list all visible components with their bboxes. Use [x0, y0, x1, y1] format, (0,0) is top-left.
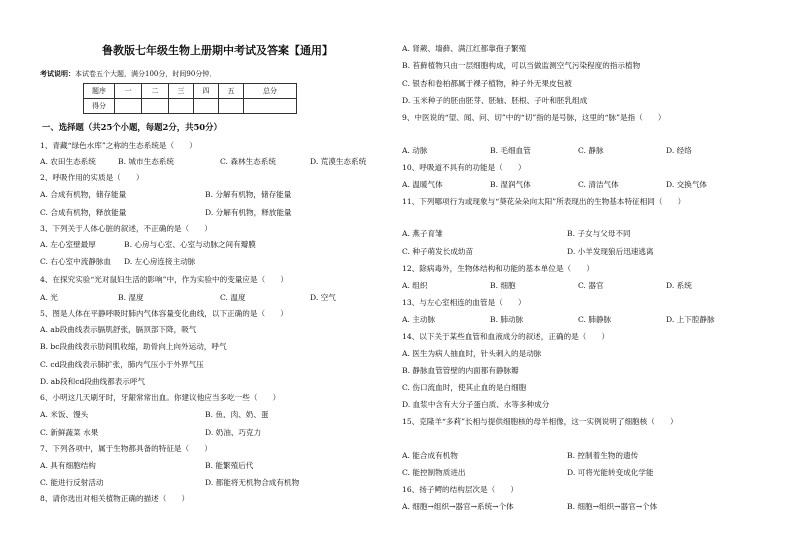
option-text: B. 鱼、肉、奶、蛋	[205, 410, 269, 419]
option-text: B. 子女与父母不同	[567, 229, 631, 238]
option-text: D. 交换气体	[666, 180, 708, 189]
option-text: B. 毛细血管	[490, 146, 531, 155]
option-text: A. 燕子育雏	[402, 229, 443, 238]
line-text: D. 玉米种子的胚由胚芽、胚轴、胚根、子叶和胚乳组成	[402, 96, 588, 105]
option-text: B. 湿润气体	[490, 180, 531, 189]
line-text: 10、呼吸道不具有的功能是（ ）	[402, 163, 526, 172]
question-line	[402, 349, 541, 359]
notice-label: 考试说明：	[40, 69, 75, 78]
option-text: A. 温暖气体	[402, 180, 443, 189]
line-text: B. bc段曲线表示肋间肌收缩，助骨向上向外运动，呼气	[40, 342, 227, 351]
score-table	[83, 83, 297, 114]
question-line	[40, 257, 196, 267]
option-text: C. 静脉	[578, 146, 604, 155]
score-cell[interactable]	[244, 99, 297, 114]
option-text: A. 合成有机物，储存能量	[40, 190, 127, 199]
option-text: A. 细胞→组织→器官→系统→个体	[402, 502, 514, 511]
option-text: D. 分解有机物，释放能量	[205, 208, 292, 217]
line-text: 16、扬子鳄的结构层次是（ ）	[402, 485, 518, 494]
option-text: D. 系统	[666, 281, 692, 290]
question-line	[40, 325, 196, 335]
option-text: C. 温度	[220, 293, 246, 302]
option-text: D. 空气	[310, 293, 336, 302]
question-line	[402, 298, 526, 308]
option-text: D. 小羊发现狼后迅速逃离	[567, 247, 654, 256]
score-cell[interactable]	[115, 99, 142, 114]
line-text: 7、下列各项中，属于生物都具备的特征是（ ）	[40, 444, 212, 453]
option-text: D. 都能将无机物合成有机物	[205, 478, 300, 487]
option-text: C. 清洁气体	[578, 180, 619, 189]
line-text: C. 右心室中流静脉血	[40, 257, 112, 266]
line-text: A. 肾蕨、墙藓、满江红都靠孢子繁殖	[402, 44, 527, 53]
question-line	[40, 275, 288, 285]
option-text: A. 动脉	[402, 146, 428, 155]
page-title: 鲁教版七年级生物上册期中考试及答案【通用】	[102, 44, 333, 57]
score-row-label: 得分	[84, 99, 115, 114]
option-text: C. 器官	[578, 281, 604, 290]
option-text: B. 细胞→组织→器官→个体	[567, 502, 658, 511]
question-line	[402, 197, 685, 207]
score-header-cell: 总分	[244, 84, 297, 99]
line-text: 13、与左心室相连的血管是（ ）	[402, 298, 526, 307]
option-text: D. 荒漠生态系统	[310, 157, 367, 166]
option-text: C. 能控制物质进出	[402, 468, 466, 477]
line-text: 11、下列哪项行为或现象与“葵花朵朵向太阳”所表现出的生物基本特征相同（ ）	[402, 197, 686, 206]
score-cell[interactable]	[219, 99, 244, 114]
option-text: D. 左心房连接主动脉	[124, 257, 196, 266]
line-text: 5、图是人体在平静呼吸时肺内气体容量变化曲线，以下正确的是（ ）	[40, 309, 288, 318]
option-text: B. 控制着生物的遗传	[567, 451, 639, 460]
question-line	[40, 494, 189, 504]
score-cell[interactable]	[169, 99, 194, 114]
question-line	[40, 173, 144, 183]
line-text: 3、下列关于人体心脏的叙述，不正确的是（ ）	[40, 224, 212, 233]
score-header-cell: 四	[194, 84, 219, 99]
line-text: B. 苔藓植物只由一层细胞构成，可以当做监测空气污染程度的指示植物	[402, 61, 641, 70]
option-text: B. 心房与心室、心室与动脉之间有瓣膜	[124, 240, 256, 249]
line-text: A. 医生为病人抽血时，针头刺入的是动脉	[402, 349, 542, 358]
line-text: D. 血浆中含有大分子蛋白质、水等多种成分	[402, 400, 550, 409]
option-text: B. 分解有机物，储存能量	[205, 190, 292, 199]
line-text: A. ab段曲线表示膈肌舒张，膈顶部下降，吸气	[40, 325, 197, 334]
line-text: C. cd段曲线表示肺扩张，肺内气压小于外界气压	[40, 360, 204, 369]
line-text: 12、除病毒外，生物体结构和功能的基本单位是（ ）	[402, 264, 594, 273]
question-line	[402, 79, 572, 89]
question-line	[402, 332, 609, 342]
line-text: D. ab段和cd段曲线都表示呼气	[40, 377, 146, 386]
question-line	[402, 400, 549, 410]
score-header-cell: 五	[219, 84, 244, 99]
question-line	[402, 417, 678, 427]
score-header-cell: 二	[142, 84, 169, 99]
question-line	[40, 309, 288, 319]
question-line	[40, 342, 227, 352]
line-text: 2、呼吸作用的实质是（ ）	[40, 173, 144, 182]
score-cell[interactable]	[194, 99, 219, 114]
line-text: 1、青藏“绿色水库”之称的生态系统是（ ）	[40, 141, 197, 150]
question-line	[40, 377, 145, 387]
line-text: 6、小明这几天刷牙时，牙龈常常出血。你建议他应当多吃一些（ ）	[40, 393, 281, 402]
option-text: B. 城市生态系统	[118, 157, 174, 166]
score-header-cell: 一	[115, 84, 142, 99]
option-text: A. 光	[40, 293, 58, 302]
question-line	[402, 366, 519, 376]
score-cell[interactable]	[142, 99, 169, 114]
question-line	[402, 44, 526, 54]
option-text: C. 能进行反射活动	[40, 478, 104, 487]
question-line	[40, 141, 197, 151]
score-table-header-row	[84, 84, 297, 99]
option-text: D. 可将光能转变成化学能	[567, 468, 654, 477]
option-text: C. 合成有机物，释放能量	[40, 208, 127, 217]
score-table-score-row	[84, 99, 297, 114]
option-text: B. 肺动脉	[490, 315, 524, 324]
question-line	[40, 224, 212, 234]
notice-text: 本试卷五个大题，满分100分，时间90分钟．	[75, 70, 217, 78]
line-text: 14、以下关于某些血管和血液成分的叙述，正确的是（ ）	[402, 332, 610, 341]
score-header-cell: 三	[169, 84, 194, 99]
question-line	[402, 96, 587, 106]
option-text: B. 湿度	[118, 293, 144, 302]
line-text: 9、中医说的“望、闻、问、切”中的“切”指的是号脉，这里的“脉”是指（ ）	[402, 113, 666, 122]
option-text: C. 森林生态系统	[220, 157, 276, 166]
option-text: A. 农田生态系统	[40, 157, 96, 166]
option-text: C. 肺静脉	[578, 315, 612, 324]
question-line	[402, 485, 518, 495]
exam-notice	[40, 69, 216, 79]
question-line	[40, 444, 212, 454]
section-heading: 一、选择题（共25个小题，每题2分，共50分）	[42, 122, 222, 132]
line-text: 15、克隆羊“多莉”长相与提供细胞核的母羊相像，这一实例说明了细胞核（ ）	[402, 417, 678, 426]
line-text: 4、在探究实验“光对鼠妇生活的影响”中，作为实验中的变量应是（ ）	[40, 275, 288, 284]
question-line	[40, 240, 256, 250]
option-text: A. 能合成有机物	[402, 451, 458, 460]
score-header-cell: 题序	[84, 84, 115, 99]
question-line	[40, 360, 204, 370]
option-text: D. 上下腔静脉	[666, 315, 715, 324]
option-text: A. 主动脉	[402, 315, 436, 324]
line-text: C. 伤口流血时，使其止血的是白细胞	[402, 383, 527, 392]
line-text: 8、请你选出对相关植物正确的描述（ ）	[40, 494, 190, 503]
option-text: C. 种子萌发长成幼苗	[402, 247, 474, 256]
question-line	[402, 113, 666, 123]
question-line	[40, 393, 280, 403]
option-text: C. 新鲜蔬菜 水果	[40, 428, 99, 437]
question-line	[402, 383, 526, 393]
question-line	[402, 61, 640, 71]
option-text: D. 经络	[666, 146, 692, 155]
line-text: A. 左心室壁最厚	[40, 240, 96, 249]
option-text: A. 米饭、馒头	[40, 410, 89, 419]
option-text: A. 组织	[402, 281, 428, 290]
question-line	[402, 163, 526, 173]
line-text: B. 静脉血管管壁的内面都有静脉瓣	[402, 366, 519, 375]
option-text: B. 细胞	[490, 281, 516, 290]
option-text: B. 能繁殖后代	[205, 461, 254, 470]
question-line	[402, 264, 594, 274]
option-text: A. 具有细胞结构	[40, 461, 96, 470]
option-text: D. 奶油、巧克力	[205, 428, 262, 437]
line-text: C. 银杏和卷柏都属于裸子植物，种子外无果皮包被	[402, 79, 572, 88]
